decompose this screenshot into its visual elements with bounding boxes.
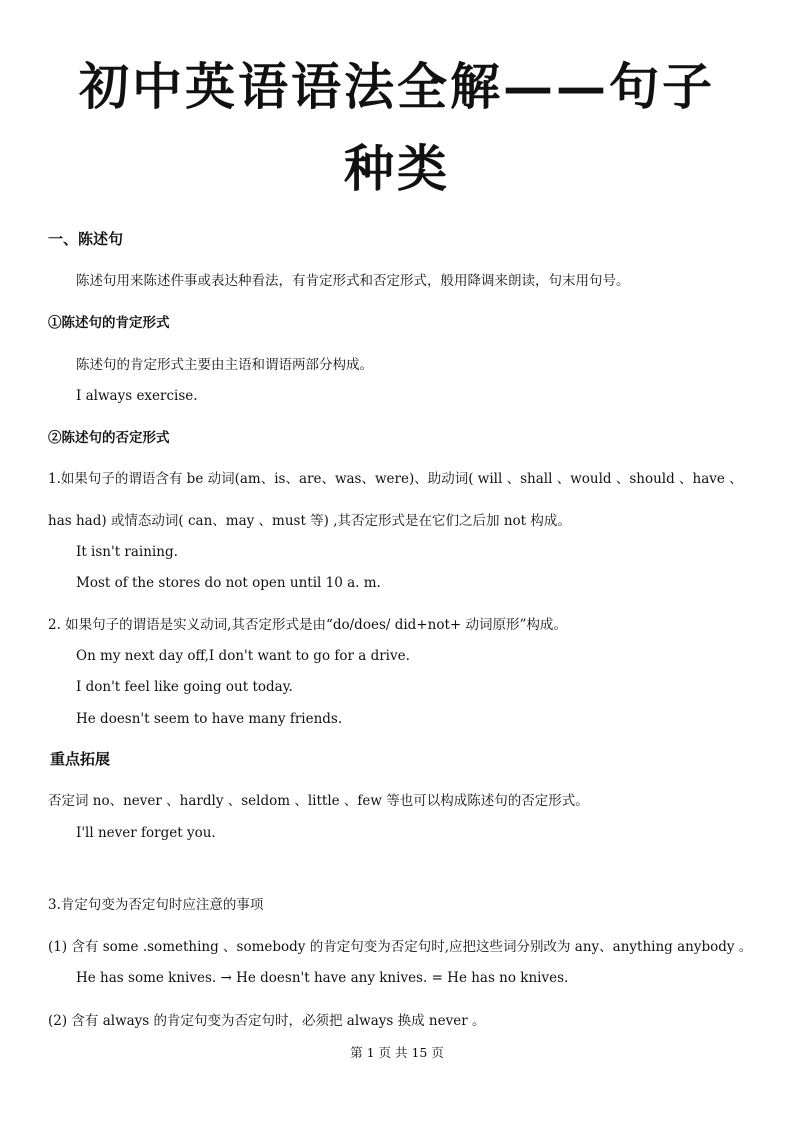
extension-text: 否定词 no、never 、hardly 、seldom 、little 、few 等也可以构成陈述句的否定形式。 bbox=[48, 793, 589, 809]
document-title-line1: 初中英语语法全解——句子 bbox=[79, 57, 715, 116]
section-heading: 一、陈述句 bbox=[48, 230, 124, 248]
example-sentence: On my next day off,I don't want to go for a drive. bbox=[76, 648, 410, 664]
example-sentence: I don't feel like going out today. bbox=[76, 679, 293, 695]
subsection-heading-affirmative: ①陈述句的肯定形式 bbox=[48, 315, 170, 331]
example-sentence: He has some knives. → He doesn't have any knives. = He has no knives. bbox=[76, 970, 569, 986]
notes-heading: 3.肯定句变为否定句时应注意的事项 bbox=[48, 897, 264, 913]
section-intro: 陈述句用来陈述件事或表达种看法，有肯定形式和否定形式，般用降调来朗读，句末用句号。 bbox=[76, 273, 630, 289]
notes-item-1: (1) 含有 some .something 、somebody 的肯定句变为否定句时,应把这些词分别改为 any、anything anybody 。 bbox=[48, 939, 753, 955]
example-sentence: He doesn't seem to have many friends. bbox=[76, 711, 343, 727]
extension-heading: 重点拓展 bbox=[50, 750, 111, 768]
negative-rule-1-line2: has had) 或情态动词( can、may 、must 等) ,其否定形式是在它们之后加 not 构成。 bbox=[48, 513, 571, 529]
subsection-heading-negative: ②陈述句的否定形式 bbox=[48, 430, 170, 446]
page-footer: 第 1 页 共 15 页 bbox=[350, 1045, 444, 1060]
example-sentence: It isn't raining. bbox=[76, 544, 178, 560]
affirmative-description: 陈述句的肯定形式主要由主语和谓语两部分构成。 bbox=[76, 357, 373, 373]
document-title-line2: 种类 bbox=[344, 139, 450, 198]
notes-item-2: (2) 含有 always 的肯定句变为否定句时，必须把 always 换成 never 。 bbox=[48, 1013, 486, 1029]
example-sentence: Most of the stores do not open until 10 a. m. bbox=[76, 575, 381, 591]
example-sentence: I always exercise. bbox=[76, 388, 198, 404]
example-sentence: I'll never forget you. bbox=[76, 825, 216, 841]
negative-rule-1-line1: 1.如果句子的谓语含有 be 动词(am、is、are、was、were)、助动词( will 、shall 、would 、should 、have 、 bbox=[48, 471, 743, 487]
negative-rule-2: 2. 如果句子的谓语是实义动词,其否定形式是由“do/does/ did+not+ 动词原形”构成。 bbox=[48, 617, 567, 633]
